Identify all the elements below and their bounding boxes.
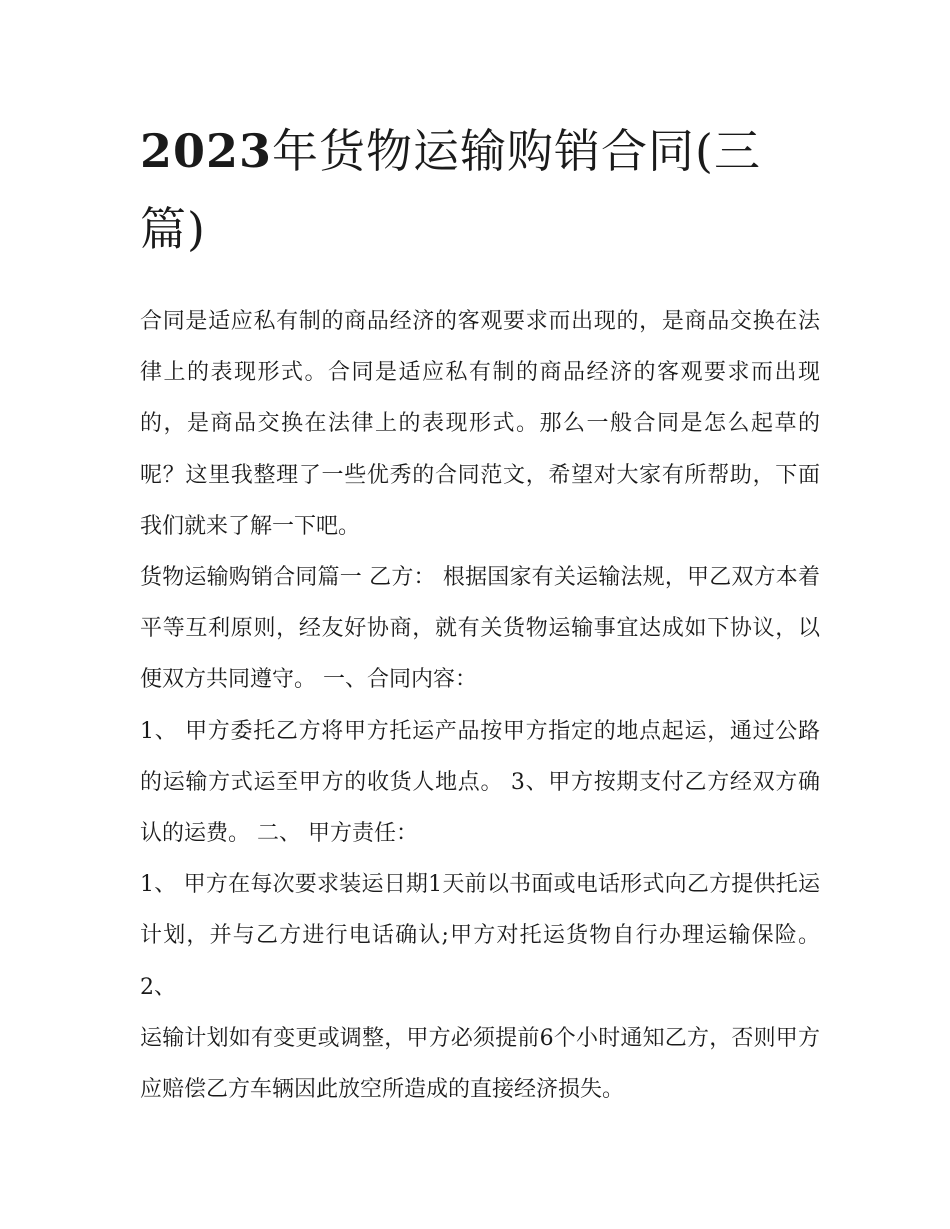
transport-plan-paragraph: 运输计划如有变更或调整，甲方必须提前6个小时通知乙方，否则甲方应赔偿乙方车辆因此放空所造成的直接经济损失。 — [140, 1025, 820, 1103]
document-page — [140, 112, 820, 1115]
party-a-duty-paragraph: 1、 甲方在每次要求装运日期1天前以书面或电话形式向乙方提供托运计划，并与乙方进行电话确认;甲方对托运货物自行办理运输保险。 2、 — [140, 872, 820, 1000]
intro-paragraph: 合同是适应私有制的商品经济的客观要求而出现的，是商品交换在法律上的表现形式。合同是适应私有制的商品经济的客观要求而出现的，是商品交换在法律上的表现形式。那么一般合同是怎么起草的呢？这里我整理了一些优秀的合同范文，希望对大家有所帮助，下面我们就来了解一下吧。 — [140, 309, 820, 539]
contract-intro-paragraph: 货物运输购销合同篇一 乙方： 根据国家有关运输法规，甲乙双方本着平等互利原则，经友好协商，就有关货物运输事宜达成如下协议，以便双方共同遵守。 一、合同内容： — [140, 565, 820, 693]
document-title — [140, 112, 820, 268]
title-text: 年货物运输购销合同(三篇) — [140, 124, 761, 256]
contract-content-paragraph: 1、 甲方委托乙方将甲方托运产品按甲方指定的地点起运，通过公路的运输方式运至甲方的收货人地点。 3、甲方按期支付乙方经双方确认的运费。 二、 甲方责任： — [140, 718, 820, 847]
document-body — [140, 296, 820, 1115]
title-year: 2023 — [140, 124, 273, 178]
